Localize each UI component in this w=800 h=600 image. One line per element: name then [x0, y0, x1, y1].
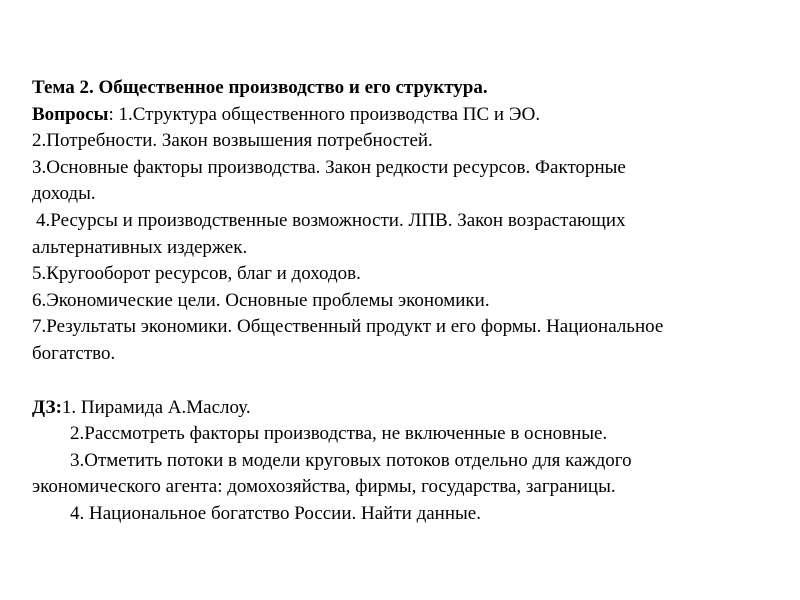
questions-separator: :: [108, 103, 114, 125]
homework-item-2: 2.Рассмотреть факторы производства, не включенные в основные.: [70, 423, 608, 445]
question-item-3: 3.Основные факторы производства. Закон редкости ресурсов. Факторные: [32, 156, 626, 178]
slide-text-body: [32, 75, 782, 528]
homework-item-1: 1. Пирамида А.Маслоу.: [61, 396, 251, 418]
topic-title: Тема 2. Общественное производство и его структура.: [32, 77, 488, 98]
homework-line-1: [32, 395, 782, 422]
questions-label: Вопросы: [32, 103, 109, 125]
homework-label: ДЗ:: [32, 396, 62, 418]
question-item-1: 1.Структура общественного производства ПС и ЭО.: [113, 103, 541, 125]
question-item-4: 4.Ресурсы и производственные возможности. ЛПВ. Закон возрастающих: [36, 209, 626, 231]
homework-item-4: 4. Национальное богатство России. Найти данные.: [70, 502, 481, 524]
question-item-5: 5.Кругооборот ресурсов, благ и доходов.: [32, 263, 361, 285]
question-item-7: 7.Результаты экономики. Общественный продукт и его формы. Национальное: [32, 316, 664, 338]
question-item-2: 2.Потребности. Закон возвышения потребностей.: [32, 130, 433, 152]
question-item-4-cont: альтернативных издержек.: [32, 236, 248, 258]
question-item-7-cont: богатство.: [32, 342, 116, 364]
question-item-6: 6.Экономические цели. Основные проблемы экономики.: [32, 289, 490, 311]
spacer: [32, 368, 782, 395]
questions-line-1: [32, 102, 782, 129]
homework-item-3: 3.Отметить потоки в модели круговых потоков отдельно для каждого: [70, 449, 632, 471]
question-item-3-cont: доходы.: [32, 183, 96, 205]
homework-item-3-cont: экономического агента: домохозяйства, фирмы, государства, заграницы.: [32, 476, 616, 498]
